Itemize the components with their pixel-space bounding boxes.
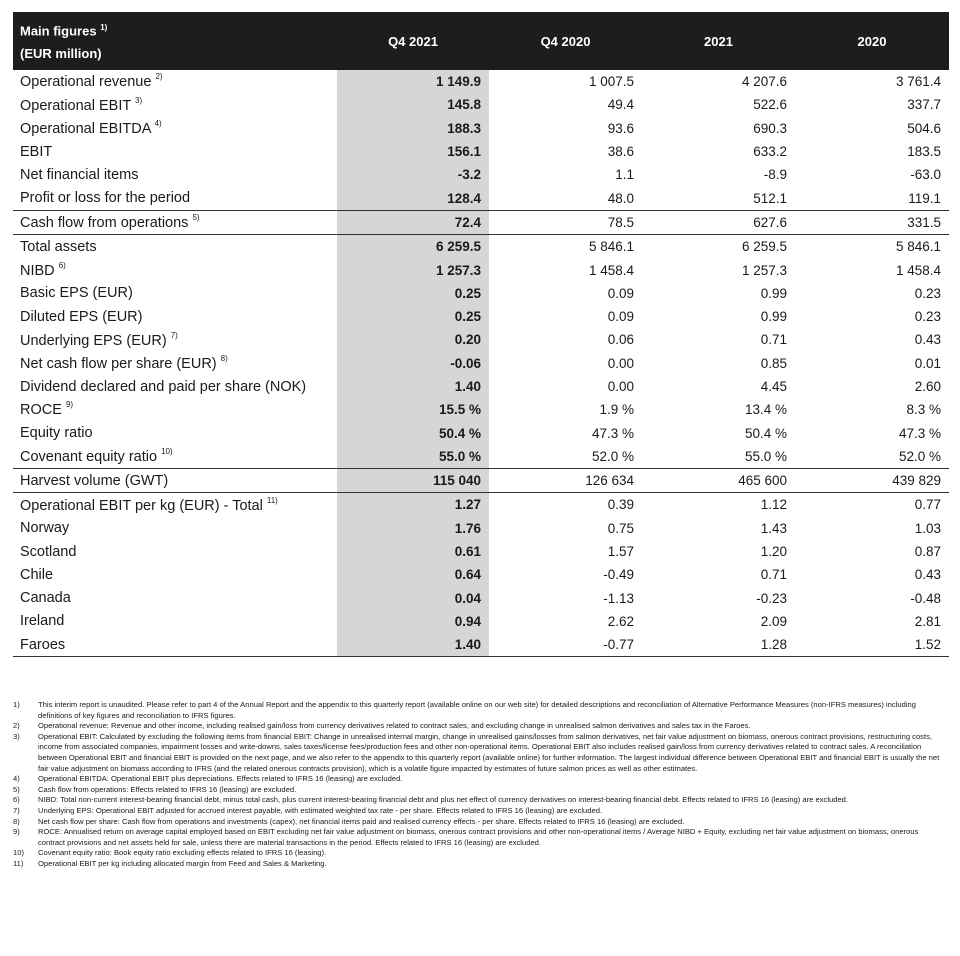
table-row <box>13 70 949 93</box>
row-label-text: Diluted EPS (EUR) <box>20 308 143 325</box>
value-q4-2020: 0.09 <box>607 285 634 301</box>
row-label <box>13 305 337 328</box>
value-2020: 331.5 <box>795 210 949 234</box>
value-2020: 8.3 % <box>906 402 941 418</box>
footnote-ref: 8) <box>220 353 228 363</box>
value-q4-2020: 38.6 <box>607 144 634 160</box>
value-q4-2021: 50.4 % <box>337 421 489 444</box>
table-row <box>13 493 949 517</box>
footnote <box>13 848 943 859</box>
table-row <box>13 517 949 540</box>
header-label-line1: Main figures <box>20 23 97 39</box>
value-q4-2021: -0.06 <box>337 352 489 375</box>
value-q4-2020: 93.6 <box>607 120 634 136</box>
value-q4-2021: 0.20 <box>337 328 489 351</box>
footnote-text: Underlying EPS: Operational EBIT adjusted for accrued interest payable, with estimated weighted tax rate - per share. Effects related to IFRS 16 (leasing) are excluded. <box>38 805 603 815</box>
footnote-number: 9) <box>13 827 20 837</box>
value-q4-2020: 1.57 <box>607 544 634 560</box>
value-2020: 0.43 <box>914 567 941 583</box>
row-label-text: Total assets <box>20 238 97 255</box>
row-label <box>13 493 337 517</box>
footnote-text: Operational EBIT: Calculated by excluding the following items from financial EBIT: Change in unrealised internal margin, change in unrealised gains/losses from salmon derivatives, net fair value adjustment on biomass, onerous contract provisions, restructuring costs, income from associated companies, impairment losses and write-downs, sales taxes/license fees/production fees and other non-operational items. Operational EBIT also includes realised gain/loss from currency derivatives related to contract sales. A reconciliation between Operational EBIT and financial EBIT is provided on the next page, and we also refer to the appendix to this quarterly report (available online) for further information. The largest individual difference between Operational EBIT and financial EBIT is usually the net fair value adjustment on biomass according to IFRS (and the related onerous contracts provision), which is a volatile figure impacted by estimates of future salmon prices as well as other estimates. <box>38 731 940 773</box>
footnote-text: Operational EBIT per kg including allocated margin from Feed and Sales & Marketing. <box>38 858 327 868</box>
value-q4-2020: 48.0 <box>607 190 634 206</box>
value-2021: -8.9 <box>763 167 787 183</box>
footnote <box>13 806 943 817</box>
footnote-number: 3) <box>13 731 20 741</box>
value-q4-2021: 0.04 <box>337 587 489 610</box>
value-2020: 337.7 <box>907 97 941 113</box>
row-label-text: Operational EBIT <box>20 97 131 114</box>
header-label <box>13 12 337 70</box>
value-2021: 13.4 % <box>744 402 787 418</box>
footnotes <box>13 700 943 870</box>
table-row <box>13 540 949 563</box>
value-2021: 512.1 <box>753 190 787 206</box>
row-label <box>13 210 337 234</box>
row-label <box>13 186 337 210</box>
value-q4-2021: 0.25 <box>337 305 489 328</box>
row-label <box>13 258 337 281</box>
footnote-number: 7) <box>13 805 20 815</box>
footnote-ref: 10) <box>161 446 173 456</box>
value-2020: 5 846.1 <box>795 235 949 259</box>
main-figures-table <box>13 12 949 657</box>
footnote-number: 10) <box>13 848 24 858</box>
footnote <box>13 774 943 785</box>
footnote-number: 2) <box>13 721 20 731</box>
row-label-text: Covenant equity ratio <box>20 448 158 465</box>
row-label <box>13 610 337 633</box>
row-label <box>13 563 337 586</box>
row-label-text: Operational EBITDA <box>20 120 151 137</box>
footnote-ref: 9) <box>65 400 74 410</box>
table-row <box>13 117 949 140</box>
value-q4-2021: 188.3 <box>337 117 489 140</box>
value-q4-2020: -0.77 <box>489 633 642 657</box>
header-row <box>13 12 949 70</box>
value-q4-2021: 55.0 % <box>337 445 489 469</box>
value-2021: 1.20 <box>760 544 787 560</box>
value-q4-2021: 0.61 <box>337 540 489 563</box>
value-2021: 633.2 <box>753 144 787 160</box>
footnote-ref: 2) <box>155 72 163 82</box>
footnote-number: 11) <box>13 858 24 868</box>
value-2020: 0.23 <box>914 309 941 325</box>
table-row <box>13 235 949 259</box>
row-label-text: Operational EBIT per kg (EUR) - Total <box>20 497 263 514</box>
table-row <box>13 186 949 210</box>
value-q4-2020: 49.4 <box>607 97 634 113</box>
value-q4-2020: 126 634 <box>489 469 642 493</box>
value-q4-2021: -3.2 <box>337 163 489 186</box>
value-2020: 1 458.4 <box>895 262 941 278</box>
value-2020: 439 829 <box>795 469 949 493</box>
value-q4-2021: 1 149.9 <box>337 70 489 93</box>
footnote-text: Operational revenue: Revenue and other income, including realised gain/loss from currency derivatives related to contract sales, and excluding change in unrealised salmon derivatives and sales tax in the Faroes. <box>38 721 751 731</box>
row-label <box>13 469 337 493</box>
row-label <box>13 235 337 259</box>
value-2021: 2.09 <box>760 613 787 629</box>
row-label-text: Net financial items <box>20 166 139 183</box>
row-label-text: Profit or loss for the period <box>20 190 191 207</box>
value-q4-2020: 52.0 % <box>591 448 634 464</box>
footnote-ref: 7) <box>170 330 178 340</box>
value-q4-2020: 0.75 <box>607 520 634 536</box>
table-row <box>13 163 949 186</box>
table-row <box>13 563 949 586</box>
table-row <box>13 633 949 657</box>
row-label-text: Scotland <box>20 543 77 560</box>
value-q4-2020: 1 458.4 <box>588 262 634 278</box>
row-label-text: Chile <box>20 566 54 583</box>
row-label-text: Canada <box>20 590 71 607</box>
row-label <box>13 117 337 140</box>
row-label-text: Ireland <box>20 613 65 630</box>
footnote-number: 4) <box>13 774 20 784</box>
row-label <box>13 375 337 398</box>
value-2021: 50.4 % <box>744 425 787 441</box>
table-row <box>13 421 949 444</box>
value-q4-2020: 1.1 <box>615 167 634 183</box>
row-label-text: Underlying EPS (EUR) <box>20 332 167 349</box>
value-2020: 0.87 <box>914 544 941 560</box>
value-q4-2021: 15.5 % <box>337 398 489 421</box>
header-label-footnote-ref: 1) <box>100 23 108 33</box>
value-q4-2020: 0.00 <box>607 355 634 371</box>
table-row <box>13 305 949 328</box>
value-2020: 183.5 <box>907 144 941 160</box>
row-label-text: Operational revenue <box>20 74 152 91</box>
row-label-text: EBIT <box>20 143 53 160</box>
table-row <box>13 587 949 610</box>
value-q4-2021: 72.4 <box>337 210 489 234</box>
value-2021: -0.23 <box>756 590 787 606</box>
value-2021: 465 600 <box>642 469 795 493</box>
footnote-number: 8) <box>13 816 20 826</box>
value-2020: 2.60 <box>914 379 941 394</box>
value-q4-2020: 0.39 <box>489 493 642 517</box>
value-q4-2020: 47.3 % <box>591 425 634 441</box>
row-label-text: Cash flow from operations <box>20 214 189 231</box>
footnote-ref: 11) <box>266 495 278 505</box>
footnote-text: This interim report is unaudited. Please refer to part 4 of the Annual Report and the appendix to this quarterly report (available online on our web site) for detailed descriptions and reconciliation of Alternative Performance Measures (non-IFRS measures) including definitions of key figures and reconciliation to IFRS figures. <box>38 700 916 720</box>
value-q4-2021: 156.1 <box>337 140 489 163</box>
header-label-line2: (EUR million) <box>20 45 102 61</box>
column-header-q4-2020: Q4 2020 <box>540 33 591 49</box>
row-label <box>13 93 337 116</box>
footnote-ref: 5) <box>192 213 200 223</box>
table-row <box>13 610 949 633</box>
footnote <box>13 785 943 796</box>
value-2021: 55.0 % <box>744 448 787 464</box>
main-figures-table-wrap <box>13 12 949 657</box>
value-q4-2021: 0.25 <box>337 282 489 305</box>
value-2021: 522.6 <box>753 97 787 113</box>
value-2020: 504.6 <box>907 120 941 136</box>
value-2020: -0.48 <box>910 590 941 606</box>
row-label <box>13 328 337 351</box>
row-label-text: ROCE <box>20 402 62 419</box>
value-2021: 4 207.6 <box>741 74 787 90</box>
value-q4-2020: 2.62 <box>607 613 634 629</box>
row-label <box>13 398 337 421</box>
footnote <box>13 795 943 806</box>
value-q4-2021: 1 257.3 <box>337 258 489 281</box>
value-2020: 0.23 <box>914 285 941 301</box>
column-header-q4-2021: Q4 2021 <box>388 33 438 49</box>
column-header-2020: 2020 <box>857 33 887 49</box>
value-q4-2021: 0.64 <box>337 563 489 586</box>
value-2021: 1 257.3 <box>741 262 787 278</box>
value-q4-2021: 1.27 <box>337 493 489 517</box>
value-2021: 1.43 <box>760 520 787 536</box>
row-label <box>13 445 337 469</box>
value-2020: 0.43 <box>914 332 941 348</box>
footnote-text: ROCE: Annualised return on average capital employed based on EBIT excluding net fair value adjustment on biomass, onerous contract provisions and other non-operational items / Average NIBD + Equity, excluding net fair value adjustment on biomass, onerous contract provisions and net assets held for sale, unless there are material transactions in the period. Effects related to IFRS 16 (leasing) are excluded. <box>38 827 919 847</box>
footnote-number: 5) <box>13 784 20 794</box>
value-2020: 119.1 <box>908 190 941 206</box>
table-row <box>13 140 949 163</box>
value-2021: 0.99 <box>760 285 787 301</box>
row-label <box>13 140 337 163</box>
row-label-text: Harvest volume (GWT) <box>20 472 169 489</box>
value-q4-2020: 0.09 <box>607 309 634 325</box>
value-2020: 0.77 <box>795 493 949 517</box>
table-row <box>13 375 949 398</box>
table-row <box>13 282 949 305</box>
row-label-text: Faroes <box>20 636 66 653</box>
footnote-text: Net cash flow per share: Cash flow from operations and investments (capex), net financial items paid and realised currency effects - per share. Effects related to IFRS 16 (leasing) are excluded. <box>38 816 685 826</box>
value-2021: 0.99 <box>760 309 787 325</box>
value-2020: 52.0 % <box>898 448 941 464</box>
value-2020: 3 761.4 <box>895 74 941 90</box>
footnote <box>13 721 943 732</box>
value-2020: 1.52 <box>795 633 949 657</box>
value-2021: 0.71 <box>760 332 787 348</box>
footnote-text: Covenant equity ratio: Book equity ratio excluding effects related to IFRS 16 (leasing). <box>38 848 327 858</box>
value-2021: 627.6 <box>642 210 795 234</box>
value-q4-2021: 115 040 <box>337 469 489 493</box>
value-2021: 1.28 <box>642 633 795 657</box>
row-label <box>13 587 337 610</box>
value-q4-2020: 5 846.1 <box>489 235 642 259</box>
table-row <box>13 210 949 234</box>
row-label <box>13 70 337 93</box>
footnote <box>13 817 943 828</box>
footnote-ref: 4) <box>154 118 162 128</box>
value-q4-2021: 1.40 <box>337 375 489 398</box>
footnote <box>13 827 943 848</box>
row-label <box>13 517 337 540</box>
value-q4-2021: 128.4 <box>337 186 489 210</box>
row-label <box>13 352 337 375</box>
value-2020: -63.0 <box>910 167 941 183</box>
table-row <box>13 352 949 375</box>
footnote-number: 6) <box>13 795 20 805</box>
row-label-text: Net cash flow per share (EUR) <box>20 355 217 372</box>
row-label-text: Dividend declared and paid per share (NOK) <box>20 378 307 395</box>
value-2021: 4.45 <box>760 379 787 394</box>
value-q4-2020: 0.00 <box>607 379 634 394</box>
value-q4-2020: -1.13 <box>603 590 634 606</box>
value-2020: 2.81 <box>914 613 941 629</box>
footnote-ref: 3) <box>135 95 143 105</box>
footnote-text: Operational EBITDA: Operational EBIT plus depreciations. Effects related to IFRS 16 (leasing) are excluded. <box>38 774 403 784</box>
footnote-number: 1) <box>13 700 20 709</box>
value-2020: 1.03 <box>914 520 941 536</box>
row-label <box>13 633 337 657</box>
footnote-ref: 6) <box>58 260 66 270</box>
table-row <box>13 328 949 351</box>
value-q4-2020: 1.9 % <box>599 402 634 418</box>
footnote <box>13 700 943 721</box>
value-2021: 6 259.5 <box>642 235 795 259</box>
value-2021: 0.85 <box>760 355 787 371</box>
value-q4-2020: 0.06 <box>607 332 634 348</box>
footnote-text: Cash flow from operations: Effects related to IFRS 16 (leasing) are excluded. <box>38 784 297 794</box>
value-q4-2021: 0.94 <box>337 610 489 633</box>
row-label-text: Basic EPS (EUR) <box>20 285 133 302</box>
value-2021: 1.12 <box>642 493 795 517</box>
value-2020: 0.01 <box>914 355 941 371</box>
value-q4-2021: 6 259.5 <box>337 235 489 259</box>
value-q4-2021: 145.8 <box>337 93 489 116</box>
footnote <box>13 859 943 870</box>
table-row <box>13 93 949 116</box>
row-label-text: Equity ratio <box>20 425 93 442</box>
row-label <box>13 421 337 444</box>
value-2021: 0.71 <box>760 567 787 583</box>
value-2021: 690.3 <box>753 120 787 136</box>
table-row <box>13 469 949 493</box>
row-label-text: NIBD <box>20 262 55 279</box>
value-q4-2020: 78.5 <box>489 210 642 234</box>
table-row <box>13 398 949 421</box>
row-label-text: Norway <box>20 520 70 537</box>
table-row <box>13 445 949 469</box>
table-body <box>13 70 949 657</box>
footnote-text: NIBD: Total non-current interest-bearing financial debt, minus total cash, plus current interest-bearing financial debt and plus net effect of currency derivatives on interest-bearing financial debt. Effects related to IFRS 16 (leasing) are excluded. <box>38 795 849 805</box>
row-label <box>13 540 337 563</box>
value-q4-2021: 1.76 <box>337 517 489 540</box>
value-q4-2020: -0.49 <box>603 567 634 583</box>
footnote <box>13 732 943 774</box>
row-label <box>13 282 337 305</box>
value-2020: 47.3 % <box>898 425 941 441</box>
value-q4-2020: 1 007.5 <box>588 74 634 90</box>
column-header-2021: 2021 <box>704 33 733 49</box>
value-q4-2021: 1.40 <box>337 633 489 657</box>
table-row <box>13 258 949 281</box>
row-label <box>13 163 337 186</box>
